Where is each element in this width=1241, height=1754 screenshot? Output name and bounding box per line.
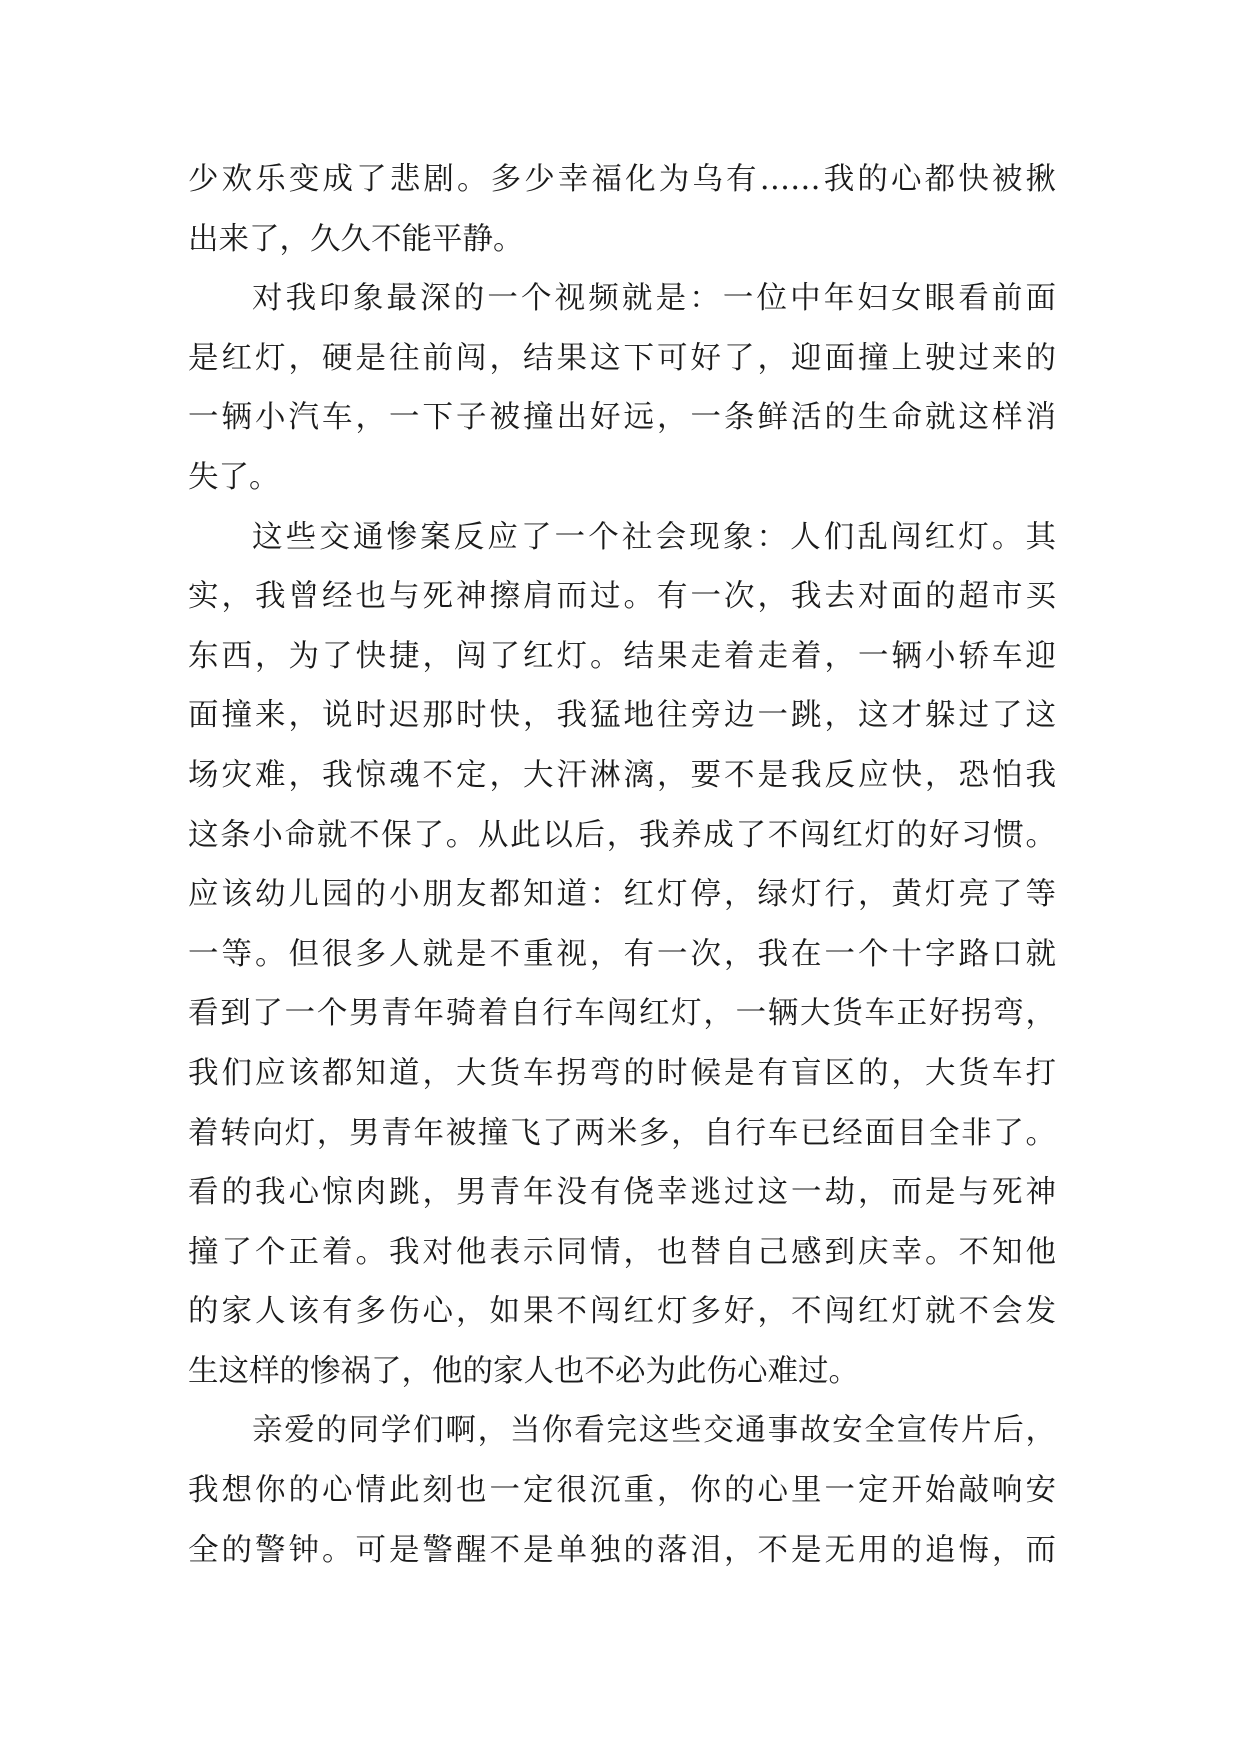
text-line: 全的警钟。可是警醒不是单独的落泪，不是无用的追悔，而 (188, 1532, 1056, 1568)
text-line: 我想你的心情此刻也一定很沉重，你的心里一定开始敲响安 (188, 1473, 1056, 1509)
text-line: 场灾难，我惊魂不定，大汗淋漓，要不是我反应快，恐怕我 (188, 757, 1056, 793)
body-text (188, 150, 1056, 1580)
text-line: 这些交通惨案反应了一个社会现象：人们乱闯红灯。其 (252, 519, 1056, 555)
text-line: 东西，为了快捷，闯了红灯。结果走着走着，一辆小轿车迎 (188, 638, 1056, 674)
text-line: 撞了个正着。我对他表示同情，也替自己感到庆幸。不知他 (188, 1234, 1056, 1270)
text-line: 出来了，久久不能平静。 (188, 221, 524, 257)
text-line: 实，我曾经也与死神擦肩而过。有一次，我去对面的超市买 (188, 579, 1056, 615)
text-line: 应该幼儿园的小朋友都知道：红灯停，绿灯行，黄灯亮了等 (188, 877, 1056, 913)
text-line: 生这样的惨祸了，他的家人也不必为此伤心难过。 (188, 1353, 859, 1389)
text-line: 面撞来，说时迟那时快，我猛地往旁边一跳，这才躲过了这 (188, 698, 1056, 734)
text-line: 这条小命就不保了。从此以后，我养成了不闯红灯的好习惯。 (188, 817, 1056, 853)
text-line: 着转向灯，男青年被撞飞了两米多，自行车已经面目全非了。 (188, 1115, 1056, 1151)
text-line: 失了。 (188, 459, 280, 495)
text-line: 是红灯，硬是往前闯，结果这下可好了，迎面撞上驶过来的 (188, 340, 1056, 376)
text-line: 一辆小汽车，一下子被撞出好远，一条鲜活的生命就这样消 (188, 400, 1056, 436)
text-line: 对我印象最深的一个视频就是：一位中年妇女眼看前面 (252, 281, 1056, 317)
text-line: 一等。但很多人就是不重视，有一次，我在一个十字路口就 (188, 936, 1056, 972)
text-line: 我们应该都知道，大货车拐弯的时候是有盲区的，大货车打 (188, 1055, 1056, 1091)
text-line: 看到了一个男青年骑着自行车闯红灯，一辆大货车正好拐弯， (188, 996, 1056, 1032)
text-line: 看的我心惊肉跳，男青年没有侥幸逃过这一劫，而是与死神 (188, 1175, 1056, 1211)
text-line: 亲爱的同学们啊，当你看完这些交通事故安全宣传片后， (252, 1413, 1056, 1449)
text-line: 少欢乐变成了悲剧。多少幸福化为乌有……我的心都快被揪 (188, 162, 1056, 197)
text-line: 的家人该有多伤心，如果不闯红灯多好，不闯红灯就不会发 (188, 1294, 1056, 1330)
